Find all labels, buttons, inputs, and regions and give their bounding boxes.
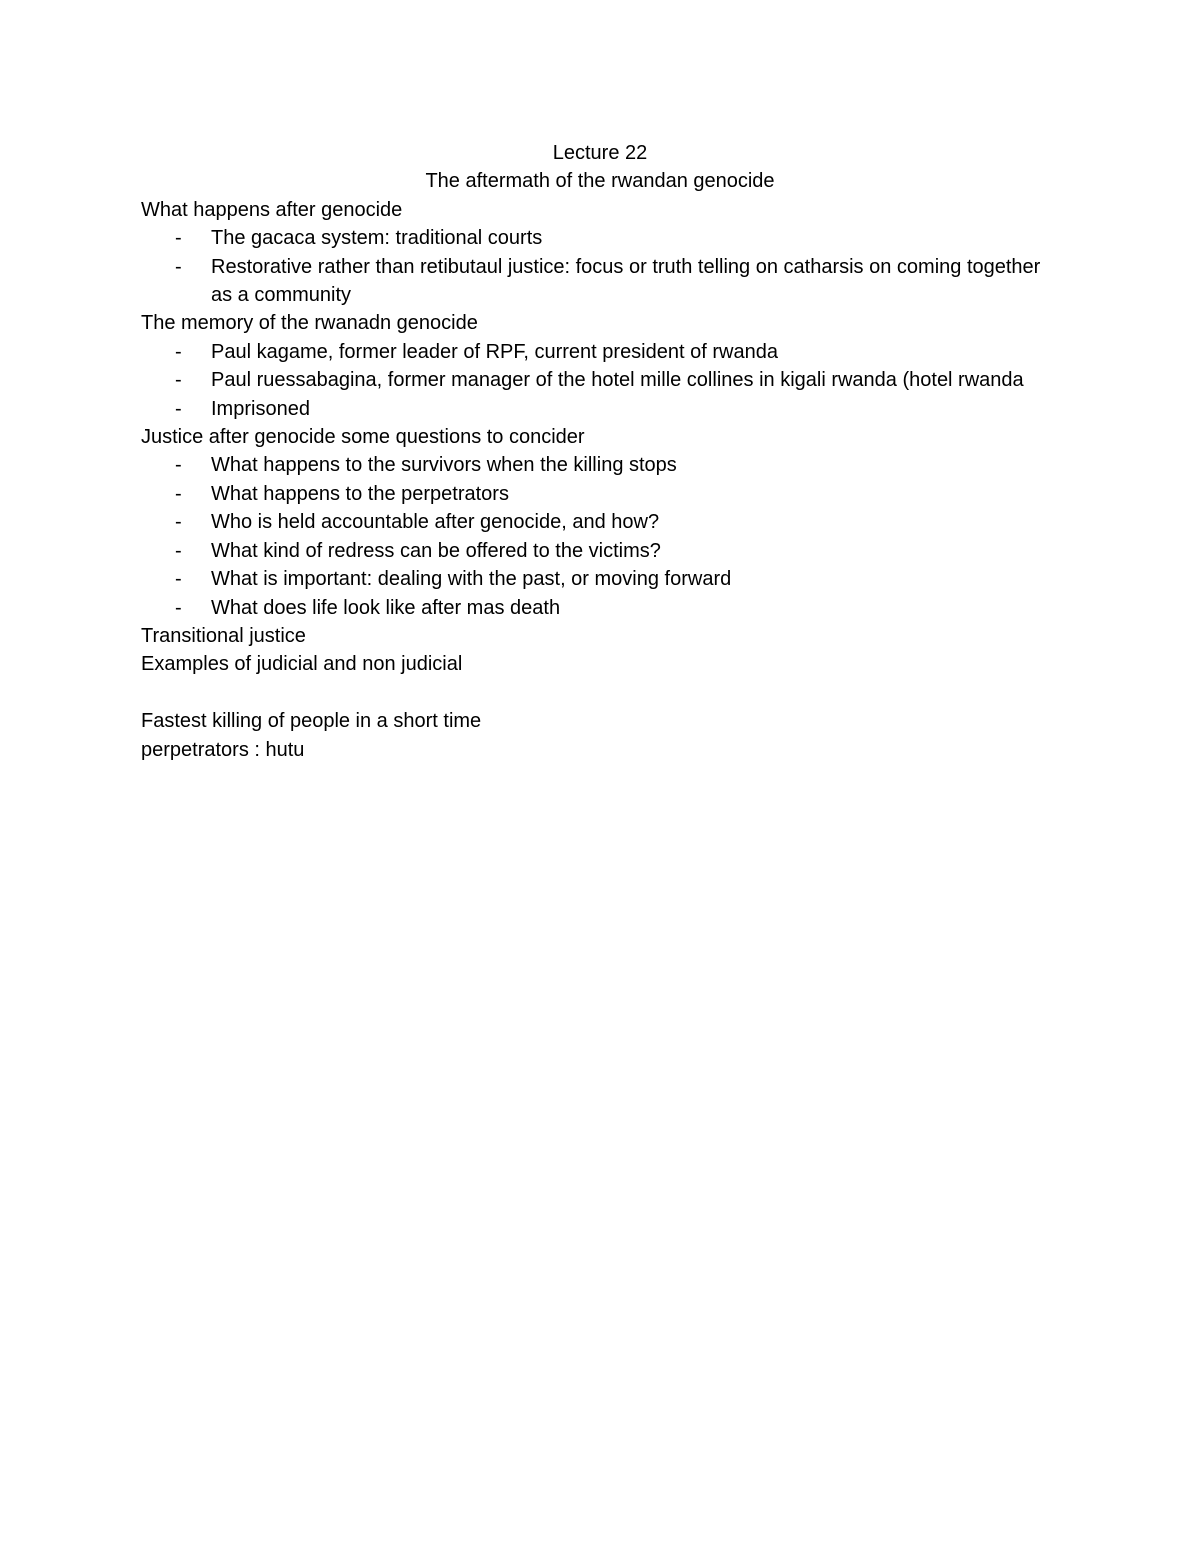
list-item: [141, 451, 1041, 479]
list-item: [141, 537, 1041, 565]
list-item: [141, 366, 1041, 394]
lecture-subtitle: The aftermath of the rwandan genocide: [425, 170, 775, 193]
section-heading: The memory of the rwanadn genocide: [141, 312, 478, 335]
text-line: Transitional justice: [141, 624, 306, 647]
list-item: [141, 395, 1041, 423]
dash-bullet: -: [175, 227, 182, 250]
dash-bullet: -: [175, 596, 182, 619]
list-item-text: Restorative rather than retibutaul justice: focus or truth telling on catharsis on coming together as a community: [211, 255, 1041, 307]
dash-bullet: -: [175, 568, 182, 591]
list-item-text: The gacaca system: traditional courts: [211, 227, 543, 250]
section-heading: Justice after genocide some questions to concider: [141, 426, 585, 449]
lecture-title: Lecture 22: [552, 142, 648, 164]
blank-line: [141, 679, 1041, 707]
dash-bullet: -: [175, 454, 182, 477]
text-line: perpetrators : hutu: [141, 738, 305, 761]
list-item-text: What happens to the survivors when the killing stops: [211, 454, 677, 477]
dash-bullet: -: [175, 539, 182, 562]
list-item-text: Imprisoned: [211, 397, 310, 420]
text-line: Examples of judicial and non judicial: [141, 653, 463, 676]
list-item: [141, 565, 1041, 593]
list-item: [141, 594, 1041, 622]
list-item-text: Paul ruessabagina, former manager of the hotel mille collines in kigali rwanda (hotel rwanda: [211, 369, 1024, 392]
list-item-text: What happens to the perpetrators: [211, 482, 509, 505]
section-heading: What happens after genocide: [141, 198, 403, 221]
list-item-text: What is important: dealing with the past, or moving forward: [211, 568, 732, 591]
bullet-list: [141, 338, 1041, 423]
dash-bullet: -: [175, 397, 182, 420]
list-item: [141, 253, 1041, 310]
list-item-text: What does life look like after mas death: [211, 596, 561, 619]
bullet-list: [141, 224, 1041, 309]
list-item-text: What kind of redress can be offered to the victims?: [211, 539, 661, 562]
dash-bullet: -: [175, 255, 182, 278]
dash-bullet: -: [175, 369, 182, 392]
document-body: [141, 139, 1041, 764]
dash-bullet: -: [175, 340, 182, 363]
dash-bullet: -: [175, 511, 182, 534]
text-line: Fastest killing of people in a short time: [141, 710, 482, 733]
dash-bullet: -: [175, 482, 182, 505]
list-item: [141, 224, 1041, 252]
list-item-text: Who is held accountable after genocide, and how?: [211, 511, 660, 534]
bullet-list: [141, 451, 1041, 621]
list-item: [141, 508, 1041, 536]
list-item: [141, 480, 1041, 508]
list-item: [141, 338, 1041, 366]
list-item-text: Paul kagame, former leader of RPF, current president of rwanda: [211, 340, 778, 363]
